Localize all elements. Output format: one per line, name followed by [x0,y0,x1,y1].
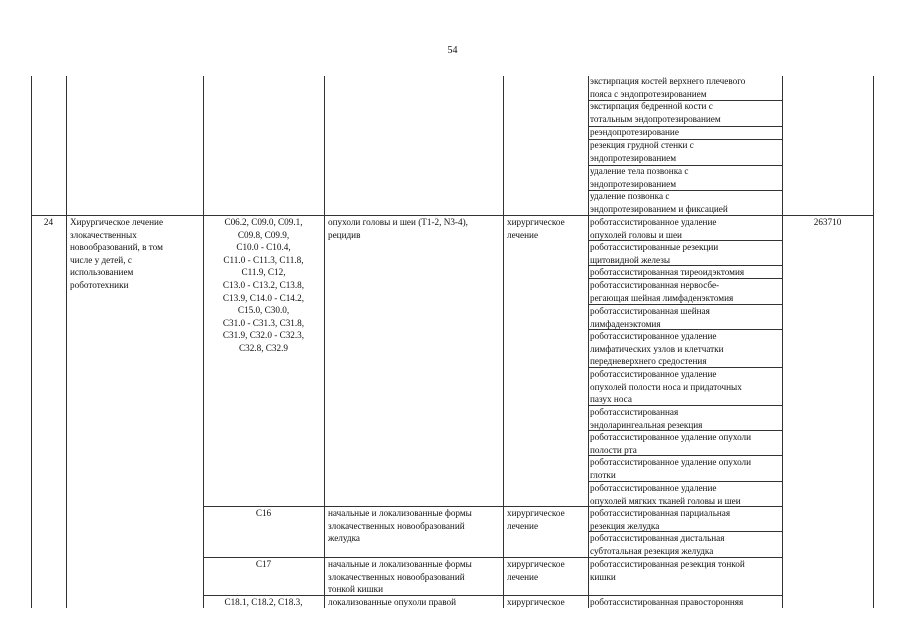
diagnosis: локализованные опухоли правой [328,597,457,607]
procedure-cell: экстирпация бедренной кости с тотальным эндопротезированием [590,101,721,124]
icd-codes: C06.2, C09.0, C09.1, C09.8, C09.9, C10.0 - C10.4, C11.0 - C11.3, C11.8, C11.9, C12, C13.0 - C13.2, C13.8, C13.9, C14.0 - C14.2, C15.0, C30.0, C31.0 - C31.3, C31.8, C31.9, C32.0 - C32.3, C32.8, C32.9 [222,217,305,353]
treatment-type: хирургическое лечение [507,559,565,582]
diagnosis: начальные и локализованные формы злокачественных новообразований желудка [328,508,472,544]
procedure-cell: роботассистированная тиреоидэктомия [590,267,745,277]
procedure-cell: удаление позвонка с эндопротезированием и фиксацией [590,191,728,214]
diagnosis: опухоли головы и шеи (T1-2, N3-4), рецидив [328,217,468,240]
procedure-cell: роботассистированное удаление опухоли полости рта [590,432,752,455]
procedure-cell: роботассистированная эндоларингеальная резекция [590,407,703,430]
procedure-cell: удаление тела позвонка с эндопротезированием [590,166,689,189]
col-divider [503,76,504,608]
procedure-cell: роботассистированная правосторонняя [590,597,744,607]
procedure-cell: роботассистированная дистальная субтотальная резекция желудка [590,533,725,556]
procedure-cell: роботассистированная шейная лимфаденэктомия [590,306,710,329]
procedure-cell: роботассистированные резекции щитовидной железы [590,242,719,265]
table-border-left [31,76,32,608]
treatment-profile: Хирургическое лечение злокачественных новообразований, в том числе у детей, с использованием робототехники [70,217,164,290]
treatment-type: хирургическое лечение [507,217,565,240]
icd-codes: C18.1, C18.2, C18.3, [224,597,303,607]
treatment-type: хирургическое лечение [507,508,565,531]
col-divider [324,76,325,608]
col-divider [782,76,783,608]
medical-table [31,76,874,608]
procedure-cell: роботассистированная нервосбе- регающая шейная лимфаденэктомия [590,280,734,303]
procedure-cell: роботассистированное удаление опухолей головы и шеи [590,217,717,240]
table-border-right [873,76,874,608]
procedure-cell: реэндопротезирование [590,127,679,137]
col-divider [66,76,67,608]
row-number: 24 [43,217,54,227]
procedure-cell: роботассистированное удаление опухолей мягких тканей головы и шеи [590,483,741,506]
procedure-cell: роботассистированная парциальная резекция желудка [590,508,731,531]
page-number: 54 [447,45,458,56]
diagnosis: начальные и локализованные формы злокачественных новообразований тонкой кишки [328,559,472,595]
procedure-cell: роботассистированное удаление опухоли глотки [590,457,752,480]
treatment-type: хирургическое [507,597,565,607]
procedure-cell: роботассистированное удаление лимфатических узлов и клетчатки передневерхнего средостения [590,331,724,367]
icd-codes: C16 [255,508,272,518]
procedure-cell: экстирпация костей верхнего плечевого пояса с эндопротезированием [590,76,746,99]
icd-codes: C17 [255,559,272,569]
procedure-cell: роботассистированное удаление опухолей полости носа и придаточных пазух носа [590,369,742,405]
procedure-cell: роботассистированная резекция тонкой кишки [590,559,745,582]
procedure-cell: резекция грудной стенки с эндопротезированием [590,140,694,163]
price: 263710 [813,217,842,227]
